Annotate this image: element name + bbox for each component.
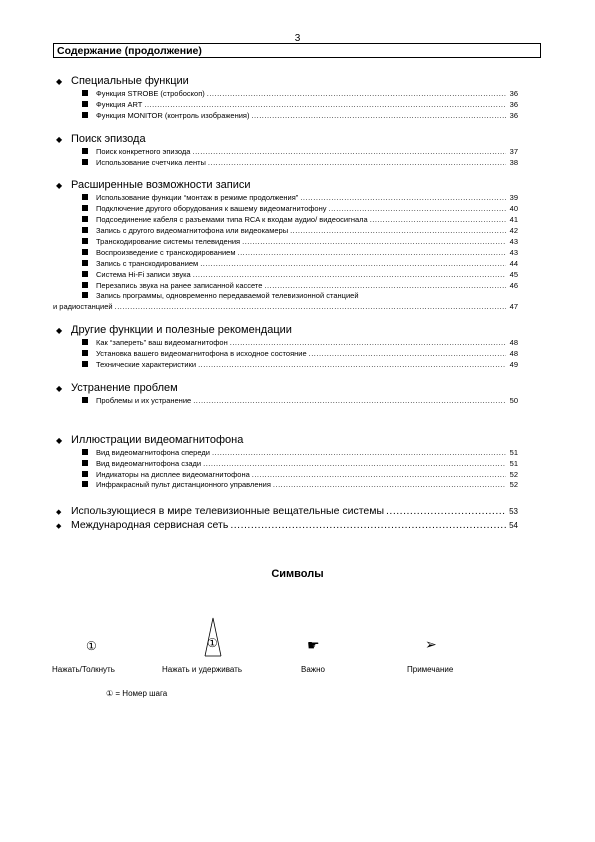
toc-entry-text: Вид видеомагнитофона спереди — [96, 447, 210, 457]
square-bullet-icon — [82, 481, 88, 487]
press-hold-triangle-icon — [202, 617, 224, 657]
toc-entry-page: 52 — [509, 480, 518, 490]
toc-entry-text: Запись с другого видеомагнитофона или видеокамеры — [96, 226, 289, 236]
leader-dots — [144, 100, 506, 111]
toc-entry-text: Перезапись звука на ранее записанной кассете — [96, 280, 263, 290]
diamond-bullet-icon: ◆ — [56, 134, 63, 144]
toc-entry-text: Воспроизведение с транскодированием — [96, 247, 236, 257]
leader-dots — [193, 396, 506, 407]
section-special-functions — [53, 74, 518, 122]
toc-entry[interactable] — [82, 248, 518, 259]
leader-dots — [200, 259, 506, 270]
leader-dots — [192, 147, 506, 158]
toc-entry[interactable] — [82, 281, 518, 292]
square-bullet-icon — [82, 194, 88, 200]
square-bullet-icon — [82, 339, 88, 345]
toc-entry-text: Запись программы, одновременно передаваемой телевизионной станцией — [96, 291, 359, 301]
toc-topline-page: 54 — [509, 521, 518, 531]
toc-entry[interactable] — [82, 237, 518, 248]
toc-entry-text: Как “запереть” ваш видеомагнитофон — [96, 338, 228, 348]
square-bullet-icon — [82, 205, 88, 211]
toc-entry[interactable] — [82, 349, 518, 360]
toc-entry-page: 40 — [509, 204, 518, 214]
toc-entry-page: 51 — [509, 458, 518, 468]
toc-entry-text: Функция ART — [96, 99, 143, 109]
toc-entry[interactable] — [82, 270, 518, 281]
leader-dots — [328, 204, 506, 215]
square-bullet-icon — [82, 227, 88, 233]
diamond-bullet-icon: ◆ — [56, 181, 63, 191]
toc-entry-page: 37 — [509, 146, 518, 156]
leader-dots — [198, 360, 506, 371]
square-bullet-icon — [82, 101, 88, 107]
square-bullet-icon — [82, 249, 88, 255]
arrowhead-icon: ➢ — [425, 636, 437, 652]
leader-dots — [115, 302, 506, 313]
toc-entry-page: 36 — [509, 89, 518, 98]
toc-entry[interactable] — [82, 360, 518, 371]
section-title-text: Поиск эпизода — [71, 132, 146, 145]
square-bullet-icon — [82, 350, 88, 356]
section-title-text: Специальные функции — [71, 75, 189, 87]
square-bullet-icon — [82, 271, 88, 277]
toc-entry[interactable] — [82, 111, 518, 122]
toc-entry[interactable] — [82, 396, 518, 407]
section-troubleshooting — [53, 381, 518, 407]
square-bullet-icon — [82, 112, 88, 118]
toc-entry[interactable] — [82, 338, 518, 349]
symbol-label-press: Нажать/Толкнуть — [52, 665, 115, 674]
toc-entry-text: Установка вашего видеомагнитофона в исходное состояние — [96, 349, 307, 359]
toc-entry-page: 49 — [509, 360, 518, 370]
toc-entry-text: и радиостанцией — [53, 302, 113, 312]
toc-entry-text: Использование функции “монтаж в режиме продолжения” — [96, 193, 299, 203]
square-bullet-icon — [82, 397, 88, 403]
toc-entry-page: 36 — [509, 99, 518, 109]
toc-entry-text: Запись с транскодированием — [96, 258, 199, 268]
step-number-note: ① = Номер шага — [106, 689, 168, 698]
toc-entry[interactable] — [82, 193, 518, 204]
toc-entry[interactable] — [82, 215, 518, 226]
leader-dots — [230, 518, 506, 532]
leader-dots — [193, 270, 506, 281]
square-bullet-icon — [82, 460, 88, 466]
section-title-text: Другие функции и полезные рекомендации — [71, 324, 292, 337]
toc-entry-page: 44 — [509, 258, 518, 268]
toc-entry-text: Технические характеристики — [96, 360, 197, 370]
toc-entry-text: Проблемы и их устранение — [96, 395, 192, 405]
circled-one-icon: ① — [207, 636, 218, 650]
toc-entry-page: 43 — [509, 247, 518, 257]
diamond-bullet-icon: ◆ — [56, 435, 63, 445]
toc-entry[interactable] — [82, 100, 518, 111]
toc-entry-text: Инфракрасный пульт дистанционного управления — [96, 480, 271, 490]
leader-dots — [264, 281, 506, 292]
symbols-title: Символы — [271, 568, 324, 580]
toc-entry[interactable] — [82, 158, 518, 169]
square-bullet-icon — [82, 282, 88, 288]
leader-dots — [290, 226, 506, 237]
symbol-label-important: Важно — [301, 665, 326, 674]
toc-entry-page: 48 — [509, 338, 518, 348]
toc-entry[interactable] — [82, 89, 518, 100]
section-title — [53, 74, 518, 89]
section-title — [53, 132, 518, 147]
square-bullet-icon — [82, 361, 88, 367]
leader-dots — [252, 470, 506, 481]
section-other-functions — [53, 323, 518, 371]
square-bullet-icon — [82, 238, 88, 244]
toc-entry-page: 42 — [509, 226, 518, 236]
toc-entry[interactable] — [82, 459, 518, 470]
section-title-text: Устранение проблем — [71, 381, 178, 394]
toc-entry-text: Система Hi-Fi записи звука — [96, 269, 191, 279]
toc-entry-text: Функция MONITOR (контроль изображения) — [96, 110, 250, 120]
toc-entry[interactable] — [82, 480, 518, 491]
leader-dots — [300, 193, 506, 204]
toc-entry-page: 50 — [509, 395, 518, 405]
toc-entry-continuation[interactable] — [53, 302, 518, 313]
toc-entry-text: Транскодирование системы телевидения — [96, 237, 241, 247]
section-title-text: Расширенные возможности записи — [71, 179, 251, 192]
contents-header: Содержание (продолжение) — [53, 43, 541, 58]
toc-entry-text: Вид видеомагнитофона сзади — [96, 458, 202, 468]
diamond-bullet-icon: ◆ — [56, 509, 62, 517]
toc-entry-page: 43 — [509, 237, 518, 247]
toc-entry[interactable] — [82, 204, 518, 215]
toc-entry[interactable] — [82, 291, 518, 302]
contents-sections — [53, 74, 518, 532]
square-bullet-icon — [82, 449, 88, 455]
diamond-bullet-icon: ◆ — [56, 77, 63, 86]
square-bullet-icon — [82, 90, 88, 96]
toc-entry-page: 36 — [509, 110, 518, 120]
symbol-label-press-hold: Нажать и удерживать — [162, 665, 242, 674]
square-bullet-icon — [82, 471, 88, 477]
toc-entry[interactable] — [82, 226, 518, 237]
toc-entry[interactable] — [82, 147, 518, 158]
toc-entry-text: Индикаторы на дисплее видеомагнитофона — [96, 469, 250, 479]
toc-entry-page: 52 — [509, 469, 518, 479]
toc-topline-text: Использующиеся в мире телевизионные вещательные системы — [71, 505, 384, 518]
square-bullet-icon — [82, 148, 88, 154]
leader-dots — [273, 480, 506, 491]
leader-dots — [242, 237, 506, 248]
toc-entry-page: 41 — [509, 215, 518, 225]
section-title — [53, 381, 518, 396]
diamond-bullet-icon: ◆ — [56, 326, 63, 336]
page-number: 3 — [294, 33, 301, 44]
leader-dots — [309, 349, 506, 360]
toc-entry[interactable] — [82, 448, 518, 459]
leader-dots — [208, 158, 506, 169]
section-title — [53, 178, 518, 193]
toc-entry-page: 51 — [509, 447, 518, 457]
circled-one-icon: ① — [86, 639, 97, 653]
leader-dots — [230, 338, 506, 349]
section-episode-search — [53, 132, 518, 169]
toc-entry[interactable] — [82, 259, 518, 270]
section-advanced-recording — [53, 178, 518, 313]
toc-entry-page: 48 — [509, 349, 518, 359]
toc-entry-text: Функция STROBE (стробоскоп) — [96, 89, 205, 98]
leader-dots — [212, 448, 506, 459]
toc-topline-service-network[interactable] — [53, 518, 518, 532]
toc-entry-page: 39 — [509, 193, 518, 203]
section-title — [53, 433, 518, 448]
pointing-hand-icon: ☛ — [307, 637, 320, 653]
square-bullet-icon — [82, 260, 88, 266]
toc-entry-page: 47 — [509, 302, 518, 312]
leader-dots — [386, 504, 506, 518]
leader-dots — [251, 111, 506, 122]
square-bullet-icon — [82, 292, 88, 298]
toc-entry-text: Подсоединение кабеля с разъемами типа RCA к входам аудио/ видеосигнала — [96, 215, 368, 225]
section-vcr-illustrations — [53, 433, 518, 492]
toc-entry[interactable] — [82, 470, 518, 481]
toc-entry-page: 45 — [509, 269, 518, 279]
leader-dots — [370, 215, 506, 226]
toc-entry-text: Использование счетчика ленты — [96, 157, 206, 167]
symbol-label-note: Примечание — [407, 665, 454, 674]
square-bullet-icon — [82, 216, 88, 222]
toc-entry-page: 38 — [509, 157, 518, 167]
toc-topline-broadcast-systems[interactable] — [53, 504, 518, 518]
diamond-bullet-icon: ◆ — [56, 383, 63, 393]
toc-topline-page: 53 — [509, 507, 518, 517]
toc-entry-text: Подключение другого оборудования к вашему видеомагнитофону — [96, 204, 327, 214]
toc-entry-page: 46 — [509, 280, 518, 290]
square-bullet-icon — [82, 159, 88, 165]
diamond-bullet-icon: ◆ — [56, 523, 62, 531]
toc-entry-text: Поиск конкретного эпизода — [96, 146, 191, 156]
section-title — [53, 323, 518, 338]
leader-dots — [207, 89, 506, 100]
leader-dots — [203, 459, 506, 470]
leader-dots — [238, 248, 506, 259]
toc-topline-text: Международная сервисная сеть — [71, 519, 229, 532]
section-title-text: Иллюстрации видеомагнитофона — [71, 433, 244, 446]
